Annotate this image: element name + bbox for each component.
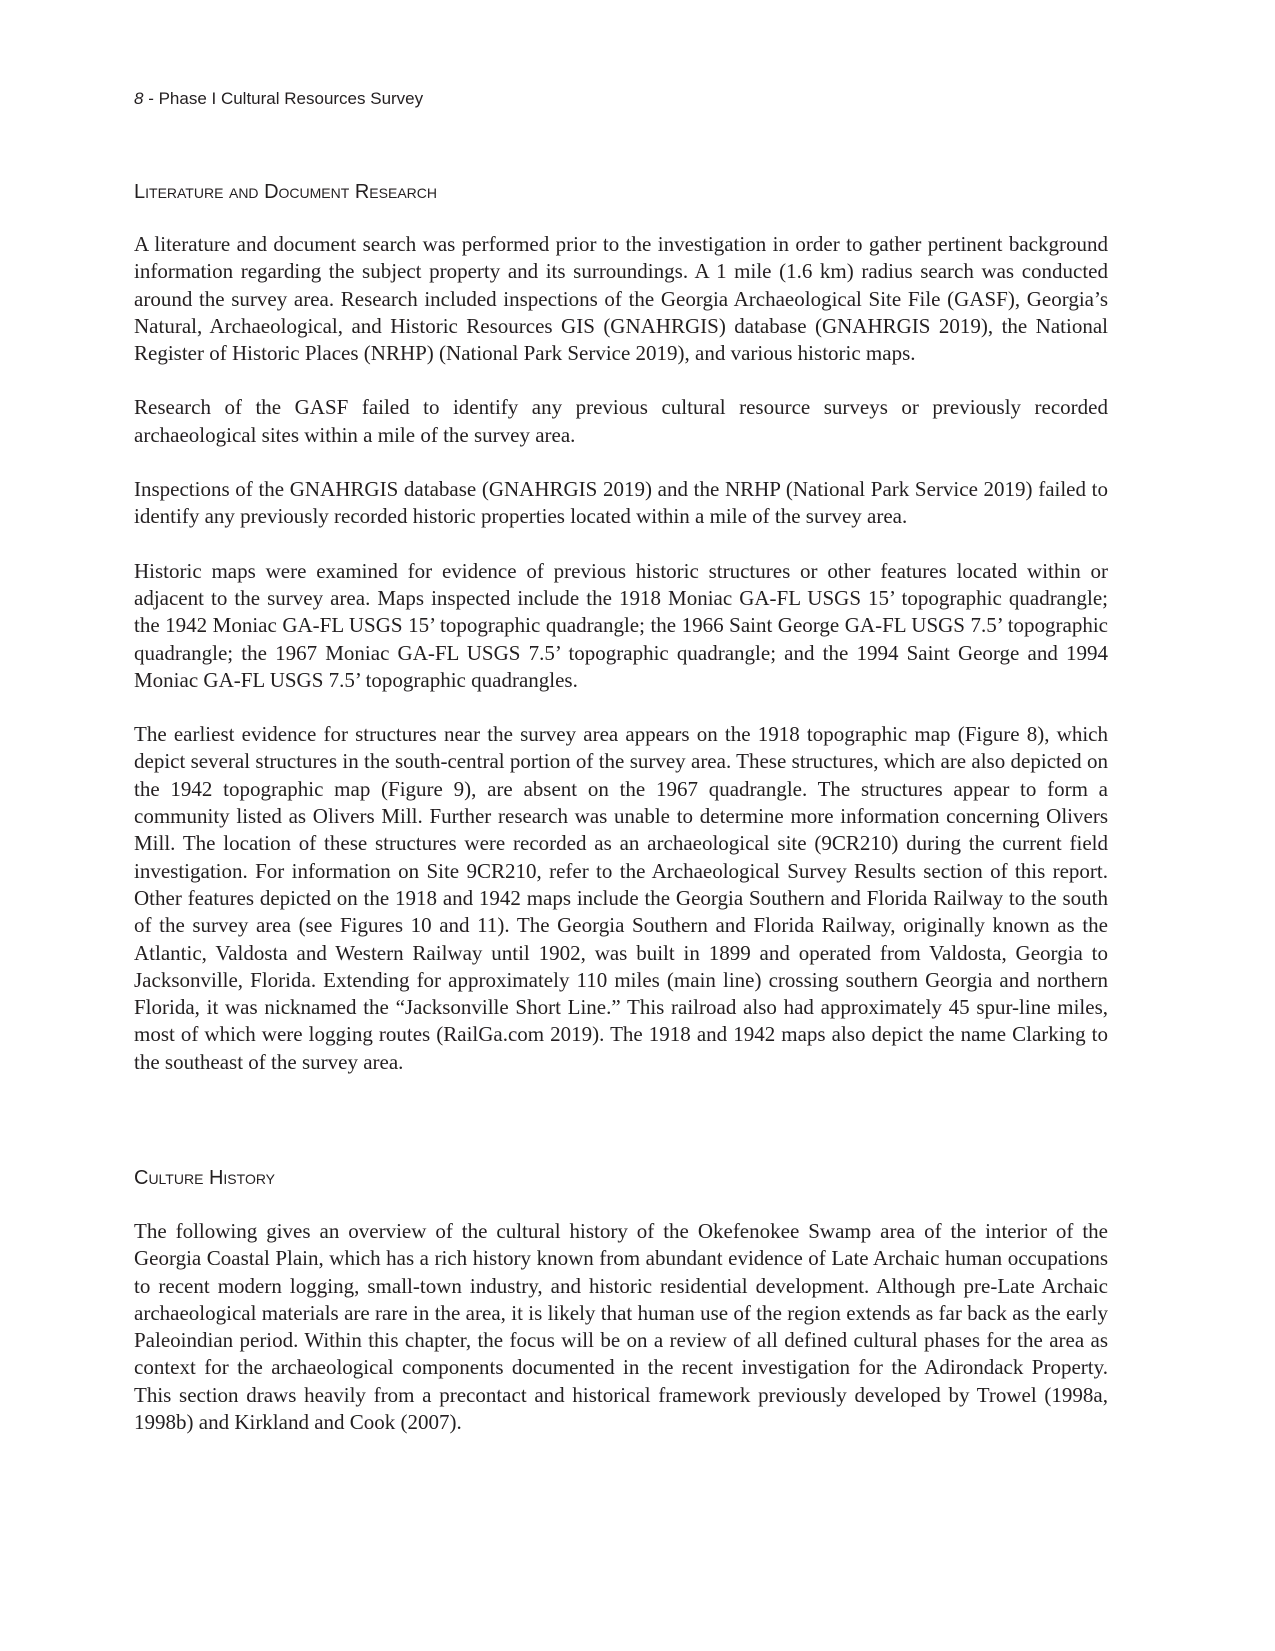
paragraph: The earliest evidence for structures near the survey area appears on the 1918 topographic map (Figure 8), which depict several structures in the south-central portion of the survey area. These structures, which are also depicted on the 1942 topographic map (Figure 9), are absent on the 1967 quadrangle. The structures appear to form a community listed as Olivers Mill. Further research was unable to determine more information concerning Olivers Mill. The location of these structures were recorded as an archaeological site (9CR210) during the current field investigation. For information on Site 9CR210, refer to the Archaeological Survey Results section of this report. Other features depicted on the 1918 and 1942 maps include the Georgia Southern and Florida Railway to the south of the survey area (see Figures 10 and 11). The Georgia Southern and Florida Railway, originally known as the Atlantic, Valdosta and Western Railway until 1902, was built in 1899 and operated from Valdosta, Georgia to Jacksonville, Florida. Extending for approximately 110 miles (main line) crossing southern Georgia and northern Florida, it was nicknamed the “Jacksonville Short Line.” This railroad also had approximately 45 spur-line miles, most of which were logging routes (RailGa.com 2019). The 1918 and 1942 maps also depict the name Clarking to the southeast of the survey area. <box>134 722 1108 1074</box>
section-heading-literature: Literature and Document Research <box>134 181 437 203</box>
section-literature-body <box>134 231 1108 1076</box>
section-heading-culture-history: Culture History <box>134 1167 276 1189</box>
paragraph: Research of the GASF failed to identify any previous cultural resource surveys or previously recorded archaeological sites within a mile of the survey area. <box>134 395 1108 447</box>
paragraph: The following gives an overview of the cultural history of the Okefenokee Swamp area of the interior of the Georgia Coastal Plain, which has a rich history known from abundant evidence of Late Archaic human occupations to recent modern logging, small-town industry, and historic residential development. Although pre-Late Archaic archaeological materials are rare in the area, it is likely that human use of the region extends as far back as the early Paleoindian period. Within this chapter, the focus will be on a review of all defined cultural phases for the area as context for the archaeological components documented in the recent investigation for the Adirondack Property. This section draws heavily from a precontact and historical framework previously developed by Trowel (1998a, 1998b) and Kirkland and Cook (2007). <box>134 1219 1108 1435</box>
paragraph: Inspections of the GNAHRGIS database (GNAHRGIS 2019) and the NRHP (National Park Service 2019) failed to identify any previously recorded historic properties located within a mile of the survey area. <box>134 477 1108 529</box>
header-title: Phase I Cultural Resources Survey <box>158 89 424 108</box>
running-header <box>134 88 423 110</box>
paragraph: A literature and document search was performed prior to the investigation in order to gather pertinent background information regarding the subject property and its surroundings. A 1 mile (1.6 km) radius search was conducted around the survey area. Research included inspections of the Georgia Archaeological Site File (GASF), Georgia’s Natural, Archaeological, and Historic Resources GIS (GNAHRGIS) database (GNAHRGIS 2019), the National Register of Historic Places (NRHP) (National Park Service 2019), and various historic maps. <box>134 232 1108 366</box>
page-number: 8 <box>134 89 144 108</box>
paragraph: Historic maps were examined for evidence of previous historic structures or other features located within or adjacent to the survey area. Maps inspected include the 1918 Moniac GA-FL USGS 15’ topographic quadrangle; the 1942 Moniac GA-FL USGS 15’ topographic quadrangle; the 1966 Saint George GA-FL USGS 7.5’ topographic quadrangle; the 1967 Moniac GA-FL USGS 7.5’ topographic quadrangle; and the 1994 Saint George and 1994 Moniac GA-FL USGS 7.5’ topographic quadrangles. <box>134 558 1108 692</box>
section-culture-history-body <box>134 1218 1108 1436</box>
header-separator: - <box>143 89 159 108</box>
